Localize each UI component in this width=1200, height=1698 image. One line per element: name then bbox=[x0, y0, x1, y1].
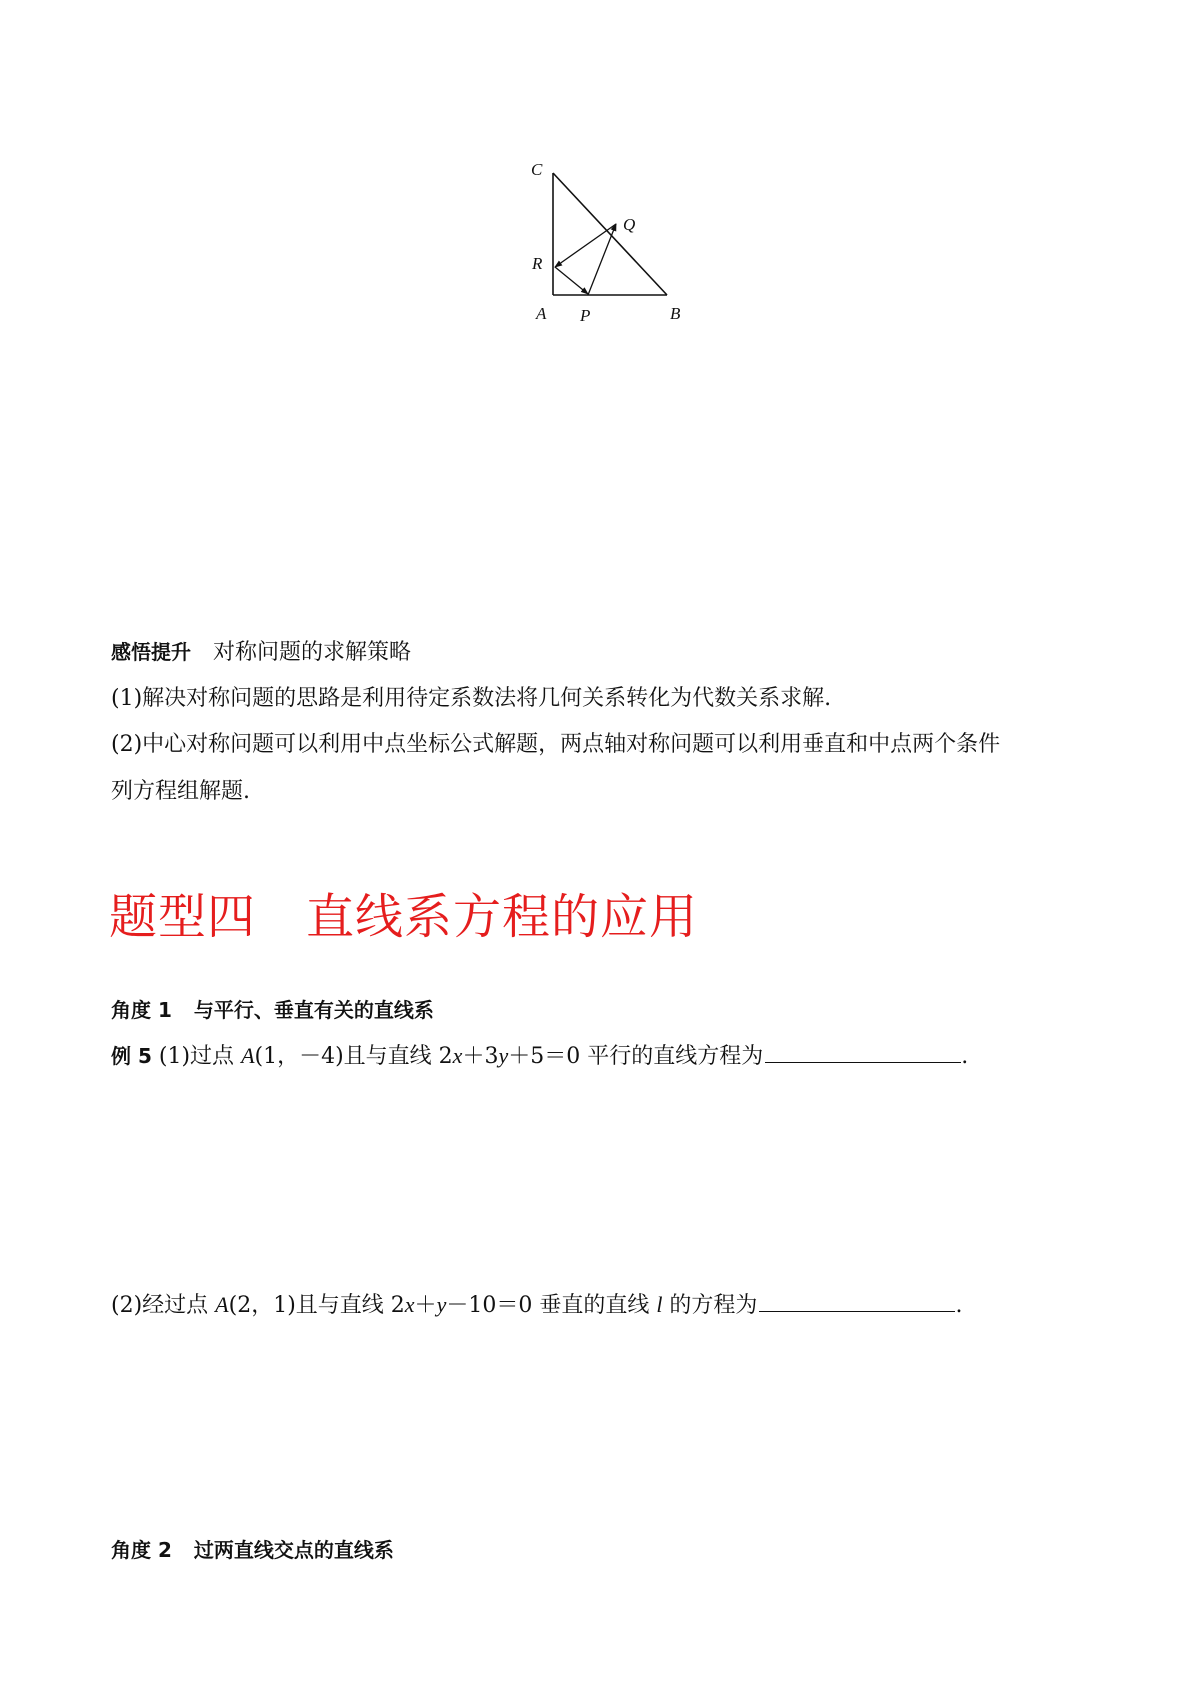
label-b: B bbox=[670, 304, 681, 323]
q1-text-post: ＋5＝0 平行的直线方程为 bbox=[508, 1044, 764, 1069]
q2-answer-blank[interactable] bbox=[759, 1291, 955, 1312]
insight-title: 感悟提升 bbox=[111, 640, 191, 664]
section-heading: 直线系方程的应用 bbox=[306, 889, 699, 945]
insight-subtitle: 对称问题的求解策略 bbox=[213, 640, 412, 665]
example-5-question-1 bbox=[111, 1041, 968, 1072]
angle-2-title: 过两直线交点的直线系 bbox=[193, 1538, 394, 1562]
q1-var-x: x bbox=[452, 1043, 463, 1068]
insight-paragraph-2-line-1: (2)中心对称问题可以利用中点坐标公式解题，两点轴对称问题可以利用垂直和中点两个条件 bbox=[111, 732, 1001, 757]
triangle-figure bbox=[520, 155, 690, 325]
q2-var-y: y bbox=[436, 1292, 447, 1317]
label-p: P bbox=[580, 306, 591, 325]
q2-var-l: l bbox=[656, 1292, 663, 1317]
q2-text-plus: ＋ bbox=[414, 1293, 437, 1318]
angle-1-label: 角度 1 bbox=[111, 998, 172, 1022]
label-q: Q bbox=[623, 215, 636, 234]
example-5-question-2 bbox=[111, 1290, 962, 1321]
q2-text-post: －10＝0 垂直的直线 bbox=[446, 1293, 657, 1318]
angle-1-heading bbox=[111, 995, 434, 1025]
angle-2-label: 角度 2 bbox=[111, 1538, 172, 1562]
section-label: 题型四 bbox=[109, 889, 257, 945]
angle-2-heading bbox=[111, 1535, 394, 1565]
insight-paragraph-1: (1)解决对称问题的思路是利用待定系数法将几何关系转化为代数关系求解. bbox=[111, 686, 832, 711]
q1-text-mid: (1，－4)且与直线 2 bbox=[254, 1044, 453, 1069]
label-r: R bbox=[532, 254, 543, 273]
triangle-diagram bbox=[520, 155, 690, 325]
q1-text-end: . bbox=[961, 1044, 969, 1069]
angle-1-title: 与平行、垂直有关的直线系 bbox=[193, 998, 434, 1022]
example-5-label: 例 5 bbox=[111, 1044, 152, 1068]
q2-text-tail: 的方程为 bbox=[662, 1293, 758, 1318]
q1-var-y: y bbox=[498, 1043, 509, 1068]
q2-var-x: x bbox=[404, 1292, 415, 1317]
segment-rp bbox=[555, 267, 588, 294]
label-c: C bbox=[531, 160, 543, 179]
label-a: A bbox=[536, 304, 547, 323]
insight-paragraph-2-line-2: 列方程组解题. bbox=[111, 779, 250, 804]
q2-text-end: . bbox=[955, 1293, 963, 1318]
q2-text-pre: (2)经过点 bbox=[111, 1293, 216, 1318]
q2-text-mid: (2，1)且与直线 2 bbox=[228, 1293, 405, 1318]
side-cb bbox=[553, 173, 667, 295]
section-title bbox=[109, 887, 698, 947]
q1-text-pre: (1)过点 bbox=[158, 1044, 242, 1069]
q1-answer-blank[interactable] bbox=[765, 1042, 961, 1063]
q1-text-plus: ＋3 bbox=[462, 1044, 499, 1069]
q2-point-a: A bbox=[215, 1292, 229, 1317]
q1-point-a: A bbox=[241, 1043, 255, 1068]
insight-heading bbox=[111, 637, 411, 668]
